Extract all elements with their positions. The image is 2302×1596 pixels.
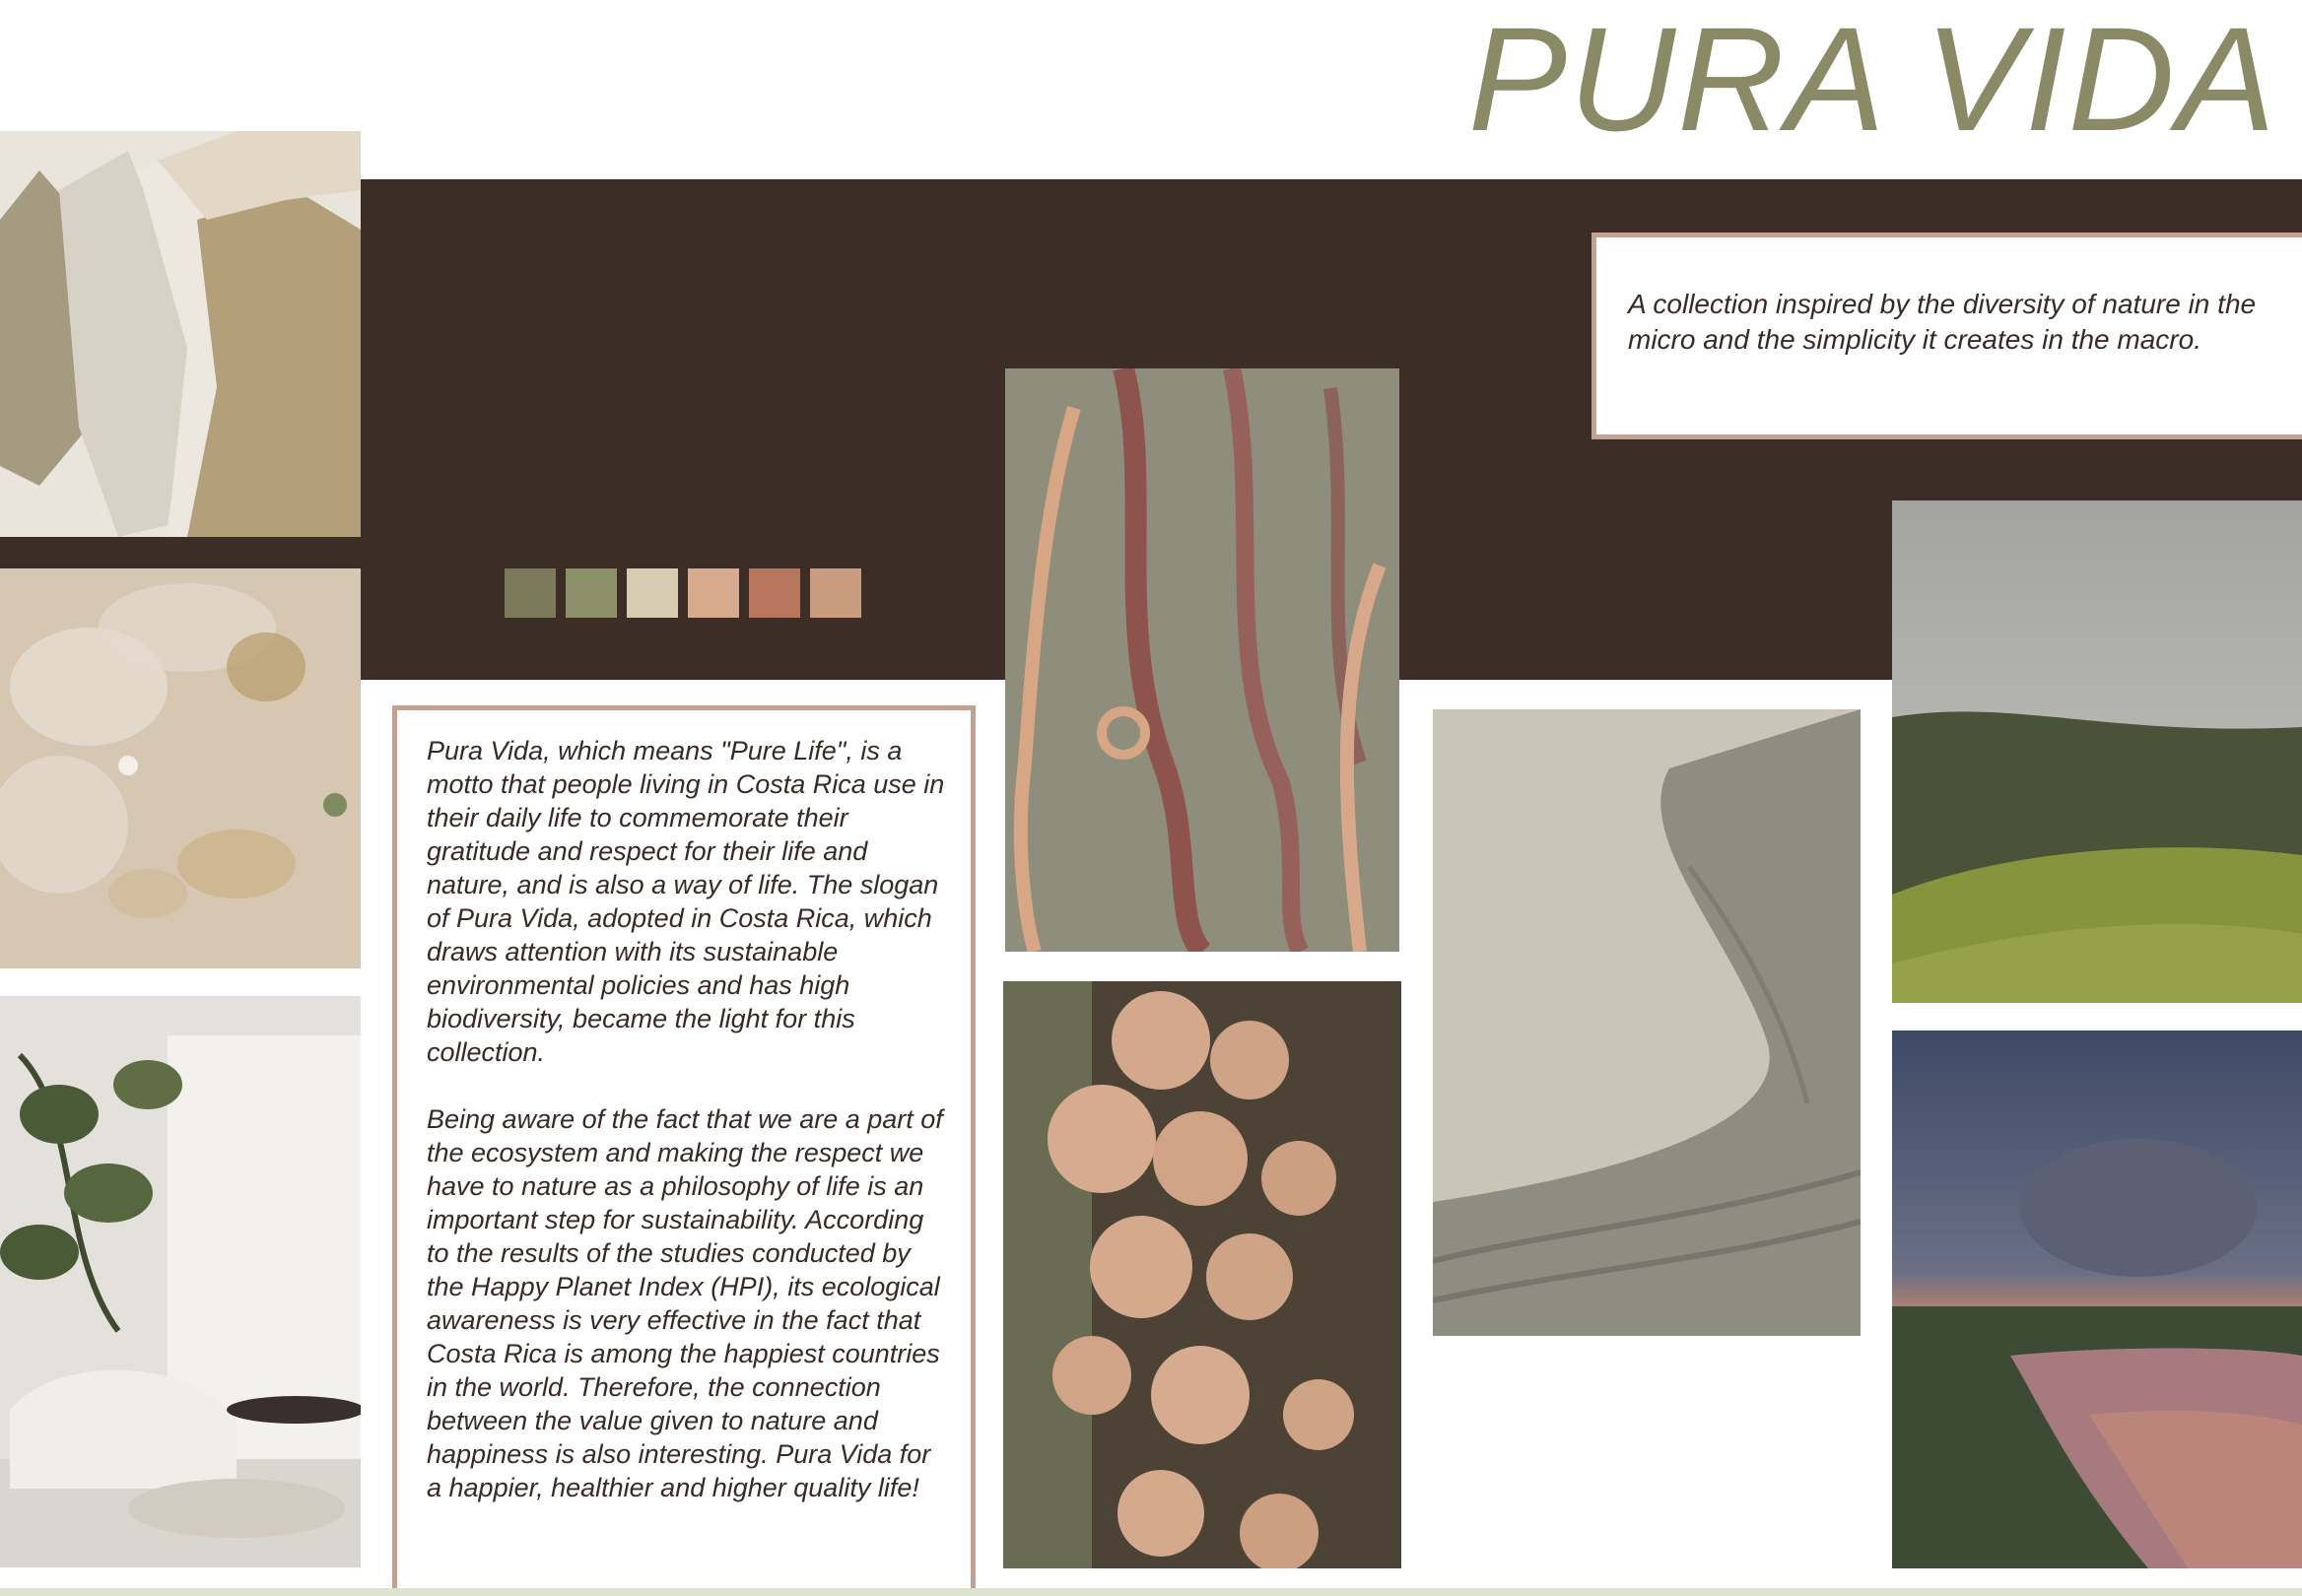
- tagline-text: A collection inspired by the diversity of nature in the micro and the simplicity it creates in the macro.: [1628, 289, 2257, 355]
- palette-swatch: [627, 568, 678, 618]
- palette-swatch: [566, 568, 617, 618]
- color-palette: [505, 568, 861, 618]
- embroidered-linen-photo: [0, 568, 361, 968]
- left-dark-strip: [0, 537, 361, 568]
- sand-dune-photo: [1433, 709, 1861, 1336]
- green-hills-photo: [1892, 500, 2302, 1003]
- page-title: PURA VIDA: [1468, 0, 2277, 162]
- palette-swatch: [749, 568, 800, 618]
- fungi-photo: [1003, 981, 1401, 1568]
- description-box: [392, 705, 976, 1596]
- bottom-rule: [0, 1588, 2302, 1596]
- fabric-swatches-photo: [0, 131, 361, 537]
- sunset-marsh-photo: [1892, 1031, 2302, 1568]
- description-paragraph-2: Being aware of the fact that we are a part of the ecosystem and making the respect we have to nature as a philosophy of life is an important step for sustainability. According to the results of the studies conducted by the Happy Planet Index (HPI), its ecological awareness is very effective in the fact that Costa Rica is among the happiest countries in the world. Therefore, the connection between the value given to nature and happiness is also interesting. Pura Vida for a happier, healthier and higher quality life!: [427, 1104, 943, 1502]
- interior-photo: [0, 996, 361, 1567]
- palette-swatch: [810, 568, 861, 618]
- peeling-bark-photo: [1005, 368, 1399, 952]
- tagline-box: [1591, 233, 2302, 439]
- palette-swatch: [505, 568, 556, 618]
- palette-swatch: [688, 568, 739, 618]
- description-paragraph-1: Pura Vida, which means "Pure Life", is a motto that people living in Costa Rica use in their daily life to commemorate their gratitude and respect for their life and nature, and is also a way of life. The slogan of Pura Vida, adopted in Costa Rica, which draws attention with its sustainable environmental policies and has high biodiversity, became the light for this collection.: [427, 736, 945, 1067]
